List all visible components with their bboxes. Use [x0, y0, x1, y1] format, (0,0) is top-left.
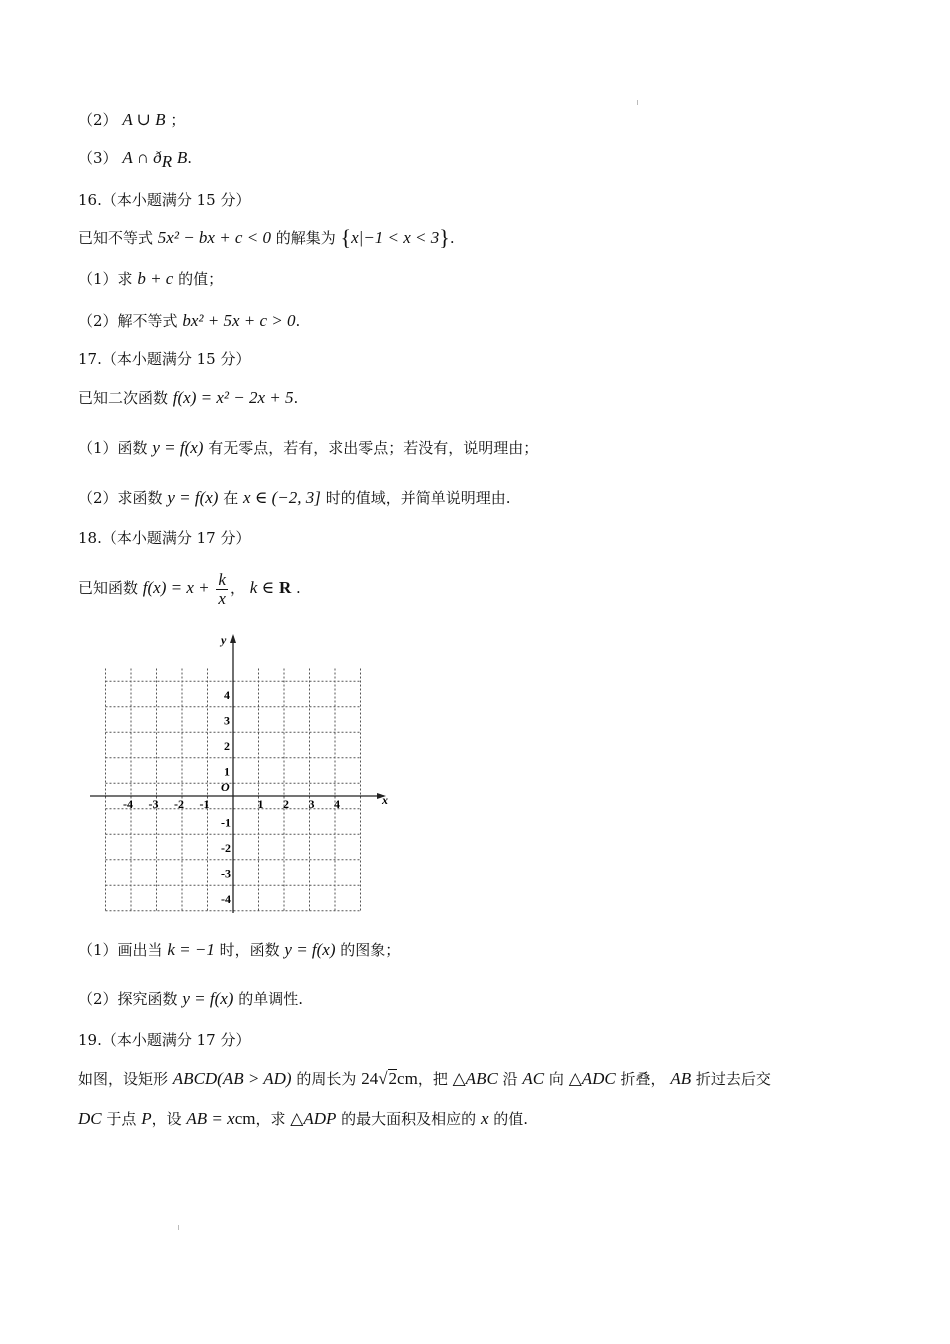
q15-part2: （2） A ∪ B ；: [78, 110, 186, 129]
y-tick-label: 2: [224, 739, 230, 753]
q18-part1: （1）画出当 k = −1 时，函数 y = f(x) 的图象；: [78, 940, 401, 959]
x-tick-label: -2: [174, 797, 184, 811]
q17-part2: （2）求函数 y = f(x) 在 x ∈ (−2, 3] 时的值域，并简单说明理由.: [78, 488, 511, 507]
q19-line2: DC 于点 P，设 AB = xcm，求 △ADP 的最大面积及相应的 x 的值.: [78, 1109, 529, 1128]
q16-stem: 已知不等式 5x² − bx + c < 0 的解集为 {x|−1 < x < 3}.: [78, 225, 455, 250]
y-tick-label: -2: [221, 841, 231, 855]
q16-header: 16.（本小题满分 15 分）: [78, 191, 251, 209]
q17-stem: 已知二次函数 f(x) = x² − 2x + 5.: [78, 388, 299, 407]
axes: [90, 633, 388, 913]
x-tick-label: 2: [283, 797, 289, 811]
q16-part1: （1）求 b + c 的值；: [78, 269, 224, 288]
q16-part2: （2）解不等式 bx² + 5x + c > 0.: [78, 311, 301, 330]
x-tick-label: 1: [257, 797, 264, 811]
q17-part1: （1）函数 y = f(x) 有无零点，若有，求出零点；若没有，说明理由；: [78, 438, 539, 457]
scan-speck: [637, 100, 638, 105]
q19-header: 19.（本小题满分 17 分）: [78, 1031, 251, 1049]
x-tick-label: 3: [308, 797, 315, 811]
y-tick-label: -1: [221, 815, 231, 830]
y-tick-label: 4: [224, 688, 230, 702]
q18-header: 18.（本小题满分 17 分）: [78, 529, 251, 547]
q17-header: 17.（本小题满分 15 分）: [78, 350, 251, 368]
x-tick-label: -3: [148, 797, 159, 811]
scan-speck: [178, 1225, 179, 1230]
coordinate-grid: [88, 630, 398, 915]
q18-fraction: $\frac{k}{x}$: [218, 569, 226, 608]
q18-part2: （2）探究函数 y = f(x) 的单调性.: [78, 989, 303, 1008]
x-axis-label: x: [382, 793, 388, 807]
tick-labels: [123, 688, 340, 906]
q19-line1: 如图，设矩形 ABCD(AB > AD) 的周长为 24√2cm，把 △ABC 沿 AC 向 △ADC 折叠， AB 折过去后交: [78, 1069, 771, 1088]
q15-part2-expr: A ∪ B: [122, 110, 166, 129]
origin-label: O: [221, 780, 230, 794]
x-tick-label: -4: [123, 797, 133, 811]
y-tick-label: -4: [221, 892, 231, 906]
y-axis-arrow: [230, 634, 236, 643]
y-axis-label: y: [221, 633, 227, 647]
x-tick-label: 4: [334, 797, 340, 811]
q18-stem: 已知函数 f(x) = x + $\frac{k}{x}$ ， k ∈ R .: [78, 569, 301, 608]
y-tick-label: 3: [224, 713, 230, 728]
y-tick-label: 1: [224, 764, 230, 779]
x-tick-label: -1: [199, 797, 210, 811]
q15-part3: （3） A ∩ $ð_R$ B.: [78, 148, 193, 171]
y-tick-label: -3: [221, 866, 231, 881]
